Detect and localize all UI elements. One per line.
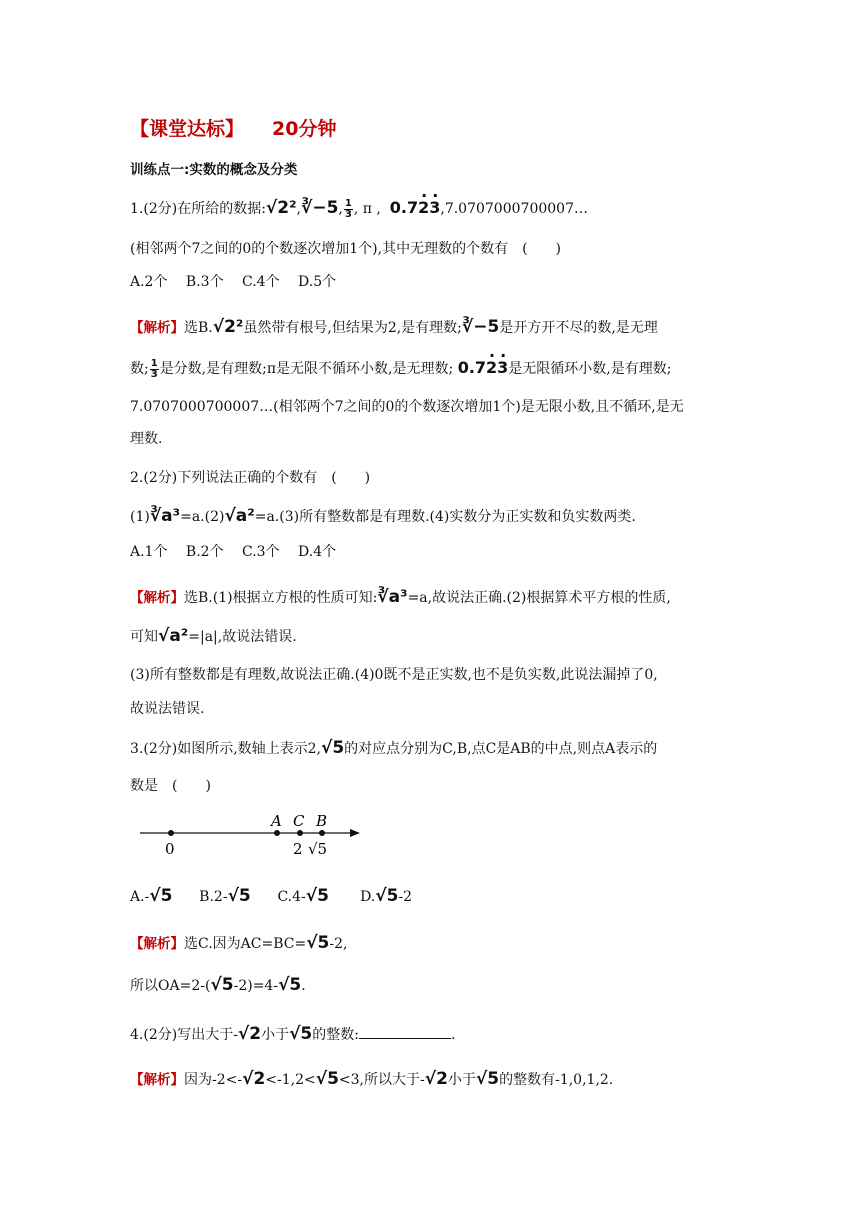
label-b: B: [316, 812, 328, 830]
page-title: [130, 114, 336, 141]
answer-blank[interactable]: [359, 1026, 451, 1039]
math-sqrt-5: √5: [306, 933, 330, 953]
section-heading: 【课堂达标】: [130, 118, 245, 140]
q1-analysis-line1: 【解析】选B.√2²虽然带有根号,但结果为2,是有理数;∛−5是开方开不尽的数,是无理: [130, 317, 658, 337]
point-origin: [168, 830, 174, 836]
label-zero: 0: [165, 840, 175, 858]
math-fraction: $\frac{1}{3}$: [150, 357, 158, 380]
q2-statements: (1)∛a³=a.(2)√a²=a.(3)所有整数都是有理数.(4)实数分为正实数和负实数两类.: [130, 506, 636, 526]
q2-analysis-line1: 【解析】选B.(1)根据立方根的性质可知:∛a³=a,故说法正确.(2)根据算术平方根的性质,: [130, 587, 671, 607]
q2-analysis-line2: 可知√a²=|a|,故说法错误.: [130, 626, 297, 646]
math-sqrt-5: √5: [321, 738, 345, 758]
q3-stem: 3.(2分)如图所示,数轴上表示2,√5的对应点分别为C,B,点C是AB的中点,则点A表示的: [130, 738, 658, 758]
math-cuberoot-neg5: ∛−5: [461, 317, 500, 337]
math-sqrt-5: √5: [305, 886, 329, 906]
q1-analysis-line2: 数; $\frac{1}{3}$ 是分数,是有理数;π是无限不循环小数,是无理数; 0.7· 2· 3是无限循环小数,是有理数;: [130, 358, 671, 380]
math-sqrt-2-squared: √2²: [212, 317, 244, 337]
label-root5: √5: [308, 840, 328, 858]
q3-analysis-line2: 所以OA=2-(√5-2)=4-√5.: [130, 975, 306, 995]
math-sqrt-a-squared: √a²: [224, 506, 255, 526]
q3-stem-line2: 数是 ( ): [130, 778, 211, 794]
point-b: [319, 830, 325, 836]
math-sqrt-a-squared: √a²: [158, 626, 189, 646]
q2-analysis-line3: (3)所有整数都是有理数,故说法正确.(4)0既不是正实数,也不是负实数,此说法漏掉了0,: [130, 667, 658, 683]
point-c: [297, 830, 303, 836]
point-a: [274, 830, 280, 836]
math-fraction: $\frac{1}{3}$: [344, 197, 352, 220]
q2-analysis-line4: 故说法错误.: [130, 701, 205, 717]
math-cuberoot-a-cubed: ∛a³: [377, 587, 408, 607]
q3-options: A.-√5 B.2-√5 C.4-√5 D.√5-2: [130, 886, 413, 906]
time-limit: 20分钟: [272, 118, 337, 140]
analysis-tag: 【解析】: [130, 320, 184, 336]
analysis-tag: 【解析】: [130, 1072, 184, 1088]
label-c: C: [293, 812, 305, 830]
math-sqrt-5: √5: [315, 1069, 339, 1089]
number-line-figure: [138, 808, 368, 858]
q1-analysis-line4: 理数.: [130, 431, 163, 447]
math-sqrt-5: √5: [289, 1024, 313, 1044]
math-sqrt-5: √5: [475, 1069, 500, 1089]
q4-stem: 4.(2分)写出大于-√2小于√5的整数: .: [130, 1024, 456, 1044]
q1-stem: 1.(2分)在所给的数据:√2²,∛−5, $\frac{1}{3}$ , π , 0.7· 2· 3,7.0707000700007…: [130, 198, 588, 220]
analysis-tag: 【解析】: [130, 590, 184, 606]
math-sqrt-2: √2: [424, 1069, 448, 1089]
analysis-tag: 【解析】: [130, 936, 184, 952]
math-sqrt-5: √5: [375, 886, 399, 906]
math-sqrt-2: √2: [237, 1024, 262, 1044]
math-sqrt-5: √5: [227, 886, 251, 906]
math-sqrt-5: √5: [278, 975, 302, 995]
q1-analysis-line3: 7.0707000700007…(相邻两个7之间的0的个数逐次增加1个)是无限小数,且不循环,是无: [130, 399, 684, 415]
math-sqrt-5: √5: [210, 975, 234, 995]
math-sqrt-5: √5: [149, 886, 173, 906]
label-a: A: [271, 812, 282, 830]
math-cuberoot-neg5: ∛−5: [300, 198, 339, 218]
q2-options: A.1个 B.2个 C.3个 D.4个: [130, 544, 337, 560]
math-sqrt-2: √2: [242, 1069, 266, 1089]
math-repeating-decimal: 0.7· 2· 3: [390, 198, 441, 217]
math-repeating-decimal: 0.7· 2· 3: [458, 358, 509, 377]
label-two: 2: [293, 840, 303, 858]
q1-stem-line2: (相邻两个7之间的0的个数逐次增加1个),其中无理数的个数有 ( ): [130, 241, 562, 257]
training-point-heading: 训练点一:实数的概念及分类: [130, 162, 298, 178]
math-sqrt-2-squared: √2²: [265, 198, 297, 218]
q2-stem: 2.(2分)下列说法正确的个数有 ( ): [130, 470, 371, 486]
q1-options: A.2个 B.3个 C.4个 D.5个: [130, 274, 337, 290]
math-cuberoot-a-cubed: ∛a³: [149, 506, 181, 526]
q4-analysis: 【解析】因为-2<-√2<-1,2<√5<3,所以大于-√2小于√5的整数有-1,0,1,2.: [130, 1069, 614, 1089]
q3-analysis-line1: 【解析】选C.因为AC=BC=√5-2,: [130, 933, 348, 953]
axis-arrow-icon: [350, 829, 360, 837]
